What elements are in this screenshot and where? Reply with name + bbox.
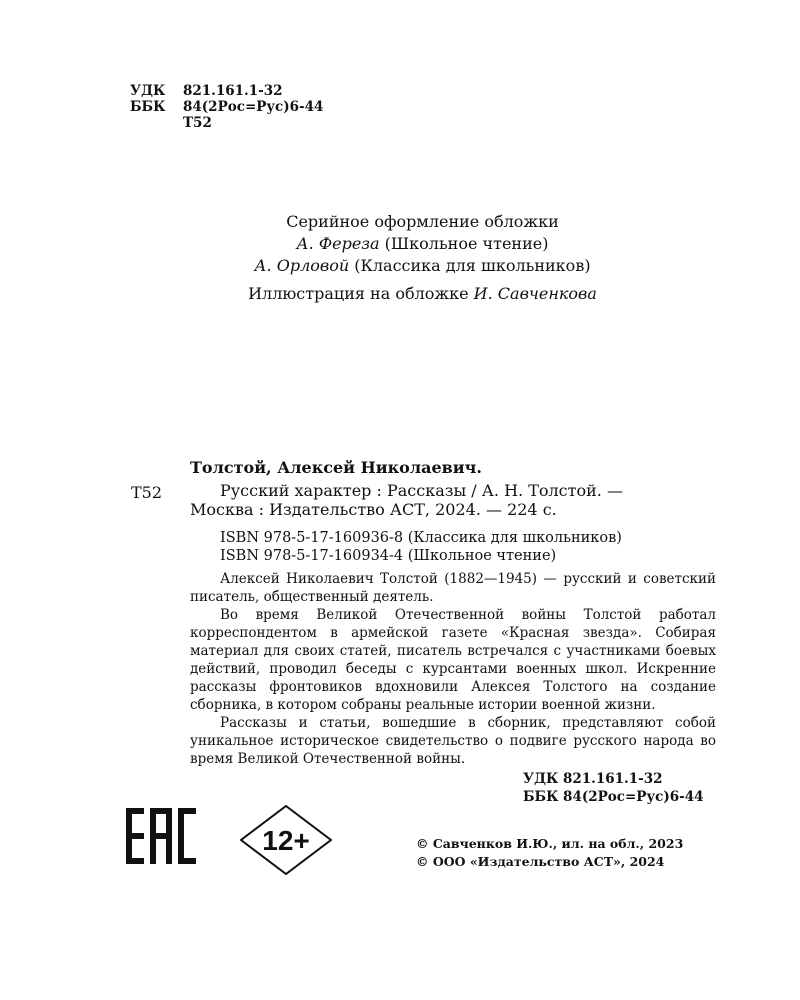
annotation (190, 570, 716, 768)
isbn-1: ISBN 978-5-17-160936-8 (Классика для школьников) (220, 530, 622, 546)
classification-codes (130, 83, 323, 131)
catalog-title-line: Русский характер : Рассказы / А. Н. Толстой. — (220, 481, 623, 500)
bottom-udk: УДК 821.161.1-32 (523, 771, 663, 787)
credits-block (0, 212, 800, 312)
design1-series: (Школьное чтение) (384, 234, 549, 253)
author-code: Т52 (131, 483, 163, 502)
design1-name: А. Фереза (296, 234, 380, 253)
author-mark-label (130, 115, 183, 131)
illustration-line (0, 284, 800, 303)
annotation-paragraph-2: Во время Великой Отечественной войны Толстой работал корреспондентом в армейской газете «Красная звезда». Собирая материал для своих статей, писатель встречался с участниками боевых действий, проводил беседы с курсантами военных школ. Искренние рассказы фронтовиков вдохновили Алексея Толстого на создание сборника, в котором собраны реальные истории военной жизни. (190, 607, 716, 713)
author-mark-value: Т52 (183, 115, 212, 131)
design2-line (0, 256, 800, 275)
copyright-block (416, 835, 683, 871)
udk-value: 821.161.1-32 (183, 83, 283, 99)
design2-series: (Классика для школьников) (354, 256, 591, 275)
bottom-codes (523, 770, 704, 806)
udk-label: УДК (130, 83, 166, 99)
copyright-illustrator: © Савченков И.Ю., ил. на обл., 2023 (416, 836, 684, 851)
design1-line (0, 234, 800, 253)
catalog-entry (190, 458, 716, 565)
age-rating-badge (240, 805, 332, 879)
series-design-text: Серийное оформление обложки (286, 212, 559, 231)
bbk-label: ББК (130, 99, 166, 115)
series-design-line (0, 212, 800, 231)
isbn-2: ISBN 978-5-17-160934-4 (Школьное чтение) (220, 548, 557, 564)
age-rating-text: 12+ (262, 825, 310, 856)
eac-mark-icon (126, 808, 198, 868)
annotation-paragraph-3: Рассказы и статьи, вошедшие в сборник, представляют собой уникальное историческое свидетельство о подвиге русского народа во время Великой Отечественной войны. (190, 715, 716, 767)
annotation-paragraph-1: Алексей Николаевич Толстой (1882—1945) — русский и советский писатель, общественный деятель. (190, 571, 716, 605)
copyright-publisher: © ООО «Издательство АСТ», 2024 (416, 854, 665, 869)
illustration-name: И. Савченкова (473, 284, 597, 303)
catalog-publisher-line: Москва : Издательство АСТ, 2024. — 224 с. (190, 500, 557, 519)
bottom-bbk: ББК 84(2Рос=Рус)6-44 (523, 789, 704, 805)
illustration-label: Иллюстрация на обложке (248, 284, 469, 303)
bbk-value: 84(2Рос=Рус)6-44 (183, 99, 324, 115)
catalog-author: Толстой, Алексей Николаевич. (190, 458, 482, 477)
design2-name: А. Орловой (254, 256, 350, 275)
